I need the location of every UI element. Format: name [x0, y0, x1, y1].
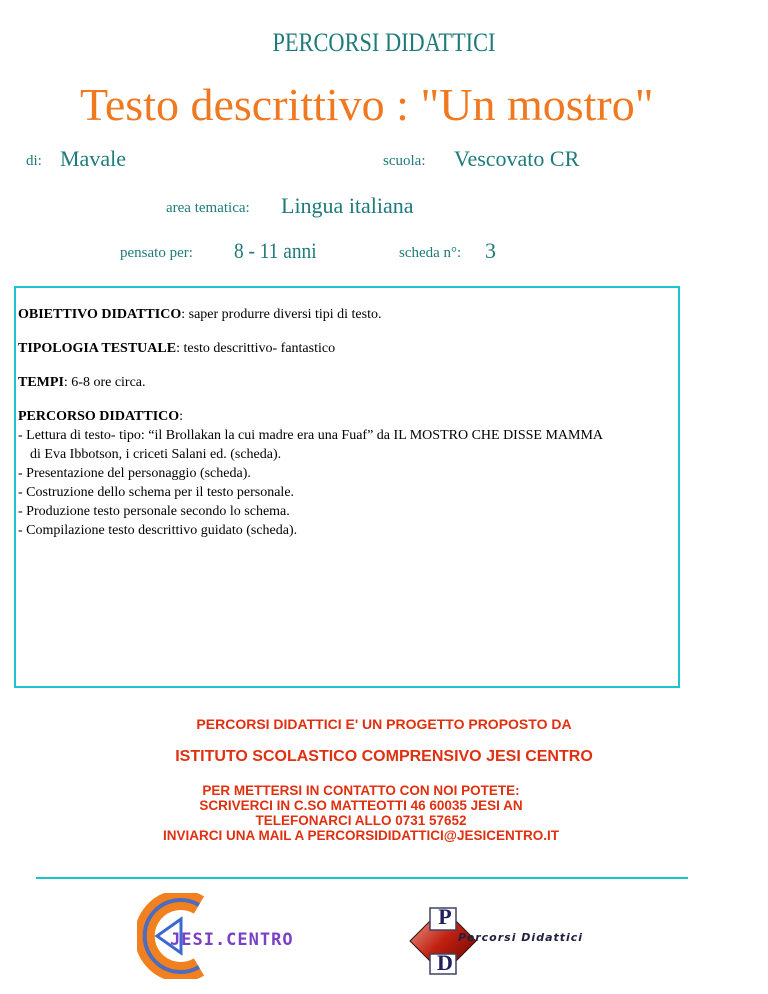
- list-item: - Compilazione testo descrittivo guidato (scheda).: [18, 523, 298, 538]
- pd-logo-text: Percorsi Didattici: [458, 931, 584, 944]
- typology-line: [18, 339, 678, 358]
- typology-heading: TIPOLOGIA TESTUALE: [18, 341, 177, 356]
- content-body: [18, 305, 678, 540]
- contact-line: INVIARCI UNA MAIL A PERCORSIDIDATTICI@JESICENTRO.IT: [163, 828, 559, 843]
- list-item: - Lettura di testo- tipo: “il Brollakan la cui madre era una Fuaf” da IL MOSTRO CHE DISSE MAMMA: [18, 428, 604, 443]
- school-name: Vescovato CR: [454, 146, 580, 171]
- contact-block: [0, 783, 722, 843]
- jesi-logo-text: JESI.CENTRO: [170, 930, 294, 950]
- project-notice: PERCORSI DIDATTICI E' UN PROGETTO PROPOSTO DA: [196, 716, 572, 732]
- pd-letter-d: D: [437, 950, 453, 975]
- area-value: Lingua italiana: [281, 193, 414, 218]
- area-label: area tematica:: [166, 200, 250, 216]
- time-line: [18, 373, 678, 392]
- contact-line: TELEFONARCI ALLO 0731 57652: [255, 813, 467, 828]
- list-item: di Eva Ibbotson, i criceti Salani ed. (scheda).: [30, 447, 282, 462]
- path-heading: PERCORSO DIDATTICO: [18, 409, 180, 424]
- list-item: - Produzione testo personale secondo lo schema.: [18, 504, 290, 519]
- contact-line: SCRIVERCI IN C.SO MATTEOTTI 46 60035 JESI AN: [199, 798, 523, 813]
- path-line: PERCORSO DIDATTICO:: [18, 409, 184, 424]
- footer-divider: [36, 877, 688, 879]
- list-item: - Costruzione dello schema per il testo personale.: [18, 485, 295, 500]
- institute-name: ISTITUTO SCOLASTICO COMPRENSIVO JESI CENTRO: [175, 748, 593, 765]
- time-text: : 6-8 ore circa.: [63, 375, 146, 390]
- author-label: di:: [26, 153, 42, 169]
- pd-letter-p: P: [438, 904, 452, 929]
- contact-line: PER METTERSI IN CONTATTO CON NOI POTETE:: [202, 783, 520, 798]
- age-label: pensato per:: [120, 245, 193, 261]
- school-label: scuola:: [383, 153, 426, 169]
- objective-heading: OBIETTIVO DIDATTICO: [18, 307, 182, 322]
- objective-text: : saper produrre diversi tipi di testo.: [181, 307, 382, 322]
- document-title: Testo descrittivo : "Un mostro": [80, 79, 654, 130]
- age-value: 8 - 11 anni: [234, 238, 317, 263]
- list-item: - Presentazione del personaggio (scheda).: [18, 466, 251, 481]
- sheet-number: 3: [485, 238, 496, 263]
- objective-line: [18, 305, 678, 324]
- author-name: Mavale: [60, 146, 126, 171]
- typology-text: : testo descrittivo- fantastico: [176, 341, 336, 356]
- time-heading: TEMPI: [18, 375, 64, 390]
- sheet-label: scheda n°:: [399, 245, 462, 261]
- page-header: PERCORSI DIDATTICI: [272, 28, 496, 57]
